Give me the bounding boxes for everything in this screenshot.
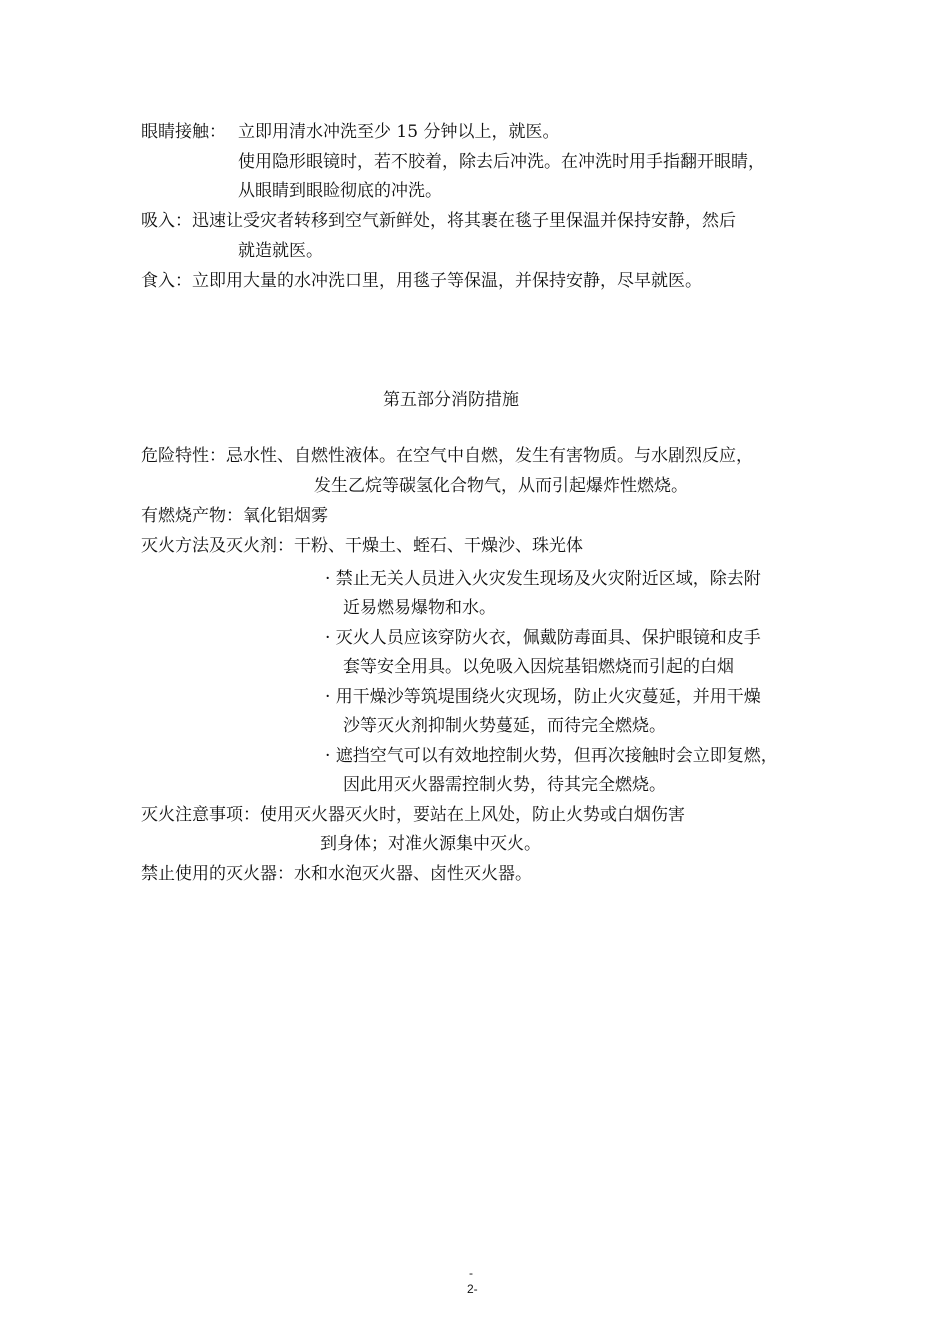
- eye-contact-label: 眼睛接触：: [141, 122, 226, 142]
- notes-line-1: 灭火注意事项：使用灭火器灭火时，要站在上风处，防止火势或白烟伤害: [141, 805, 685, 825]
- bullet-4-line-2: 因此用灭火器需控制火势，待其完全燃烧。: [343, 775, 666, 795]
- inhalation-line-1: 吸入：迅速让受灾者转移到空气新鲜处，将其裹在毯子里保温并保持安静，然后: [141, 211, 736, 231]
- inhalation-line-2: 就造就医。: [238, 241, 323, 261]
- bullet-1-line-1: · 禁止无关人员进入火灾发生现场及火灾附近区域，除去附: [325, 569, 761, 589]
- bullet-3-line-1: · 用干燥沙等筑堤围绕火灾现场，防止火灾蔓延，并用干燥: [325, 687, 761, 707]
- eye-contact-line-2: 使用隐形眼镜时，若不胶着，除去后冲洗。在冲洗时用手指翻开眼睛，: [238, 152, 765, 172]
- bullet-4-line-1: · 遮挡空气可以有效地控制火势，但再次接触时会立即复燃，: [325, 746, 778, 766]
- notes-line-2: 到身体；对准火源集中灭火。: [320, 834, 541, 854]
- bullet-2-line-1: · 灭火人员应该穿防火衣，佩戴防毒面具、保护眼镜和皮手: [325, 628, 761, 648]
- hazard-line-1: 危险特性：忌水性、自燃性液体。在空气中自燃，发生有害物质。与水剧烈反应，: [141, 446, 753, 466]
- bullet-3-line-2: 沙等灭火剂抑制火势蔓延，而待完全燃烧。: [343, 716, 666, 736]
- extinguish-methods: 灭火方法及灭火剂：干粉、干燥土、蛭石、干燥沙、珠光体: [141, 536, 583, 556]
- ingestion-line: 食入：立即用大量的水冲洗口里，用毯子等保温，并保持安静，尽早就医。: [141, 271, 702, 291]
- bullet-1-line-2: 近易燃易爆物和水。: [343, 598, 496, 618]
- combustion-products: 有燃烧产物：氧化铝烟雾: [141, 506, 328, 526]
- eye-contact-line-3: 从眼睛到眼睑彻底的冲洗。: [238, 181, 442, 201]
- prohibited-extinguishers: 禁止使用的灭火器：水和水泡灭火器、卤性灭火器。: [141, 864, 532, 884]
- hazard-line-2: 发生乙烷等碳氢化合物气，从而引起爆炸性燃烧。: [314, 476, 688, 496]
- section-title: 第五部分消防措施: [383, 390, 519, 410]
- footer-dash: -: [469, 1266, 473, 1280]
- eye-contact-line-1: 立即用清水冲洗至少 15 分钟以上，就医。: [238, 122, 560, 142]
- bullet-2-line-2: 套等安全用具。以免吸入因烷基铝燃烧而引起的白烟: [343, 657, 734, 677]
- page-number: 2-: [467, 1282, 478, 1296]
